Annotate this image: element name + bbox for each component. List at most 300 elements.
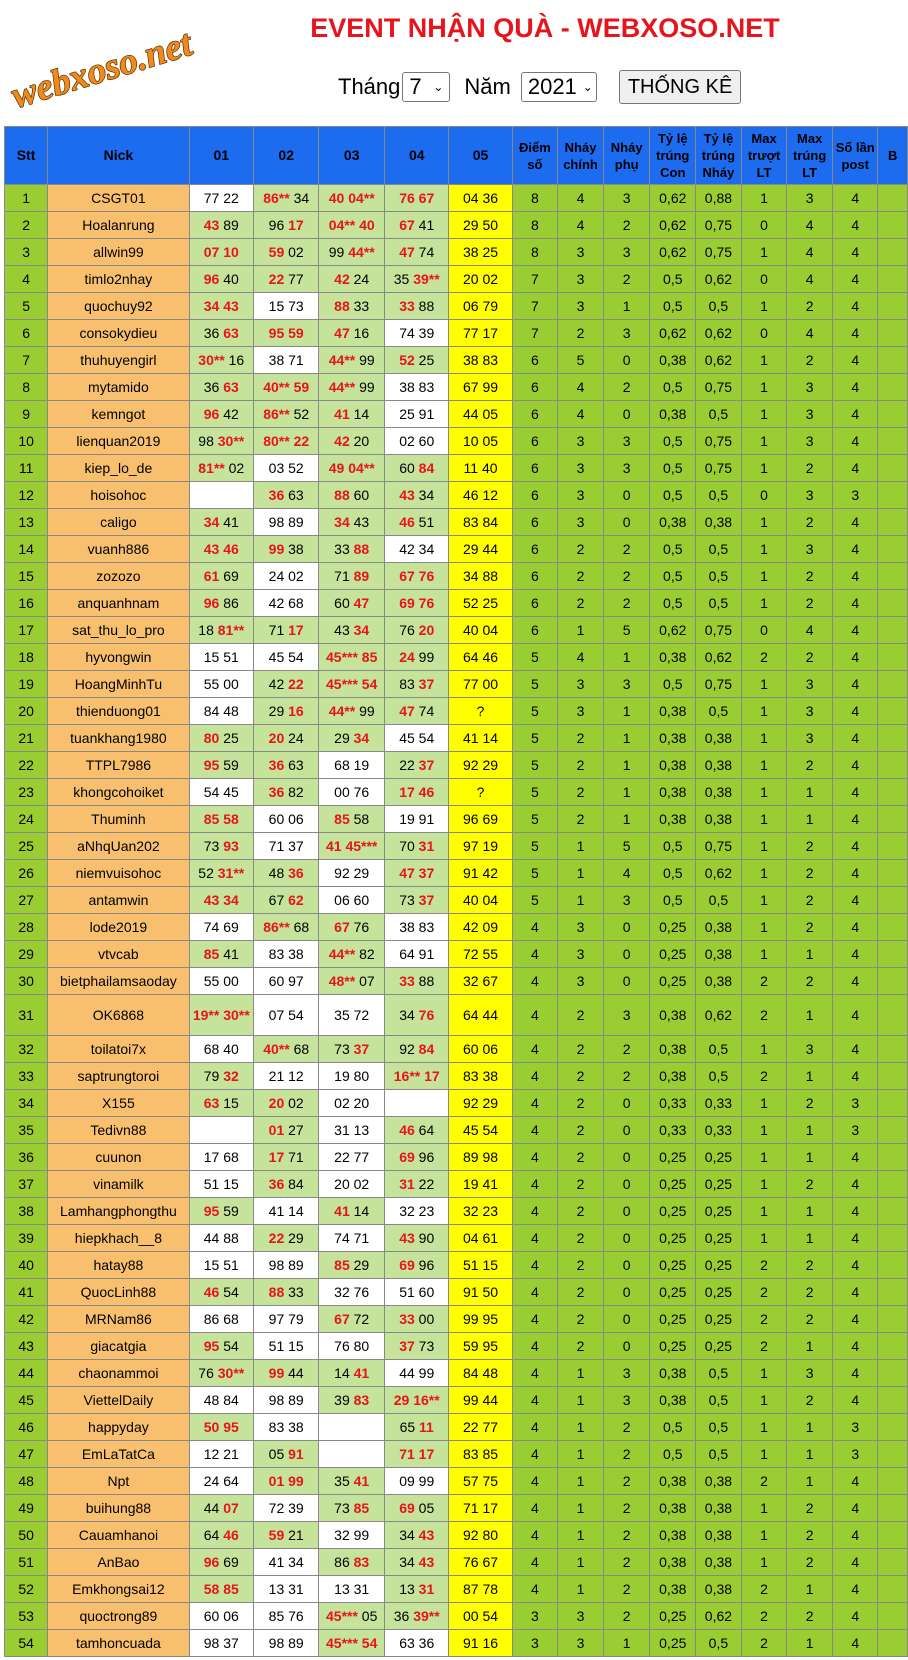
hit-number: 47 [399,703,415,719]
stat-cell: 2 [603,1414,650,1441]
hit-number: 85 [334,811,350,827]
pick-cell-4 [385,617,449,644]
pick-number: 02 [284,244,304,260]
stat-cell: 2 [603,1036,650,1063]
stat-cell: 1 [741,671,787,698]
stat-cell: 2 [787,1252,833,1279]
hit-number: 71 17 [399,1446,435,1462]
pick-cell-2 [253,887,318,914]
pick-cell-5 [449,887,512,914]
stat-cell-extra [878,995,908,1036]
stat-cell: 0,5 [696,401,742,428]
pick-cell-2 [253,617,318,644]
stat-cell: 1 [741,806,787,833]
stat-cell: 8 [512,239,558,266]
pick-cell-2 [253,1441,318,1468]
pick-cell-5 [449,1603,512,1630]
pick-number: 38 25 [463,244,499,260]
column-header: Nháy phụ [603,127,650,185]
pick-number: 99 [355,379,375,395]
pick-cell-5 [449,401,512,428]
pick-number: 21 [284,1527,304,1543]
stat-cell: 4 [603,860,650,887]
stat-cell-extra [878,1171,908,1198]
stat-cell: 0,25 [696,1279,742,1306]
month-label: Tháng [338,74,401,99]
stat-cell: 6 [512,455,558,482]
stat-cell: 2 [741,1603,787,1630]
pick-number: 02 [284,1095,304,1111]
stat-cell: 4 [832,968,877,995]
year-select[interactable] [521,72,597,102]
stat-cell: 1 [558,1576,604,1603]
stat-cell: 0,38 [696,1495,742,1522]
pick-number: 83 38 [463,1068,499,1084]
row-number: 27 [5,887,48,914]
hit-number: 44** [328,703,356,719]
stat-cell: 4 [832,347,877,374]
pick-number: 38 83 [399,379,435,395]
pick-number: 91 50 [463,1284,499,1300]
pick-cell-4 [385,401,449,428]
stat-cell: 0,25 [650,1198,696,1225]
pick-cell-4 [385,1063,449,1090]
stat-cell: 5 [512,698,558,725]
pick-cell-4 [385,320,449,347]
stat-cell: 1 [558,1360,604,1387]
stat-cell: 2 [558,806,604,833]
pick-number: 92 29 [463,757,499,773]
pick-cell-4 [385,428,449,455]
hit-number: 95 59 [268,325,304,341]
pick-number: 29 [334,730,354,746]
pick-number: 32 23 [399,1203,435,1219]
pick-cell-2 [253,779,318,806]
pick-cell-1 [189,725,253,752]
stat-cell: 4 [512,1144,558,1171]
nick-name: chaonammoi [48,1360,189,1387]
table-row [5,914,908,941]
table-row [5,752,908,779]
stat-cell: 2 [741,1063,787,1090]
pick-number: 19 80 [334,1068,370,1084]
pick-cell-5 [449,671,512,698]
hit-number: 88 [353,541,370,557]
stat-cell: 0,38 [696,752,742,779]
pick-cell-1 [189,1171,253,1198]
stat-cell: 0,38 [650,725,696,752]
stat-cell: 2 [787,752,833,779]
stat-cell: 1 [741,455,787,482]
stat-cell: 3 [603,455,650,482]
stat-cell: 0,38 [650,1036,696,1063]
statistics-button[interactable]: THỐNG KÊ [619,70,741,104]
stat-cell: 2 [741,1468,787,1495]
webxoso-logo[interactable] [0,0,215,120]
pick-cell-4 [385,671,449,698]
pick-cell-5 [449,239,512,266]
stat-cell: 0,62 [650,617,696,644]
pick-cell-1 [189,347,253,374]
pick-number: 24 [349,271,370,287]
stat-cell: 5 [512,833,558,860]
pick-number: 91 42 [463,865,499,881]
hit-number: 95 [203,1338,220,1354]
row-number: 14 [5,536,48,563]
pick-cell-5 [449,725,512,752]
hit-number: 86** [263,190,290,206]
table-row [5,1036,908,1063]
column-header: 05 [449,127,512,185]
stat-cell: 2 [787,833,833,860]
pick-cell-3 [319,320,385,347]
pick-number: 63 [284,487,304,503]
stat-cell: 0,38 [650,1387,696,1414]
year-label: Năm [464,74,511,99]
pick-cell-4 [385,347,449,374]
pick-cell-5 [449,1441,512,1468]
stat-cell-extra [878,536,908,563]
pick-cell-2 [253,671,318,698]
pick-cell-1 [189,887,253,914]
hit-number: 17 [288,217,304,233]
pick-cell-1 [189,1333,253,1360]
row-number: 39 [5,1225,48,1252]
stat-cell: 0 [603,1333,650,1360]
stat-cell: 0 [603,347,650,374]
results-table [4,126,908,1657]
pick-cell-4 [385,806,449,833]
column-header: Nick [48,127,189,185]
stat-cell: 0,38 [650,995,696,1036]
nick-name: Hoalanrung [48,212,189,239]
hit-number: 47 [353,595,370,611]
pick-number: 68 [289,919,310,935]
pick-cell-3 [319,1333,385,1360]
stat-cell: 1 [787,941,833,968]
pick-number: 05 [268,1446,289,1462]
stat-cell-extra [878,347,908,374]
stat-cell: 3 [787,725,833,752]
stat-cell-extra [878,914,908,941]
stat-cell: 2 [741,1306,787,1333]
pick-number: 72 55 [463,946,499,962]
pick-cell-5 [449,698,512,725]
row-number: 22 [5,752,48,779]
stat-cell: 1 [558,1441,604,1468]
pick-cell-4 [385,1603,449,1630]
pick-number: 17 68 [203,1149,239,1165]
stat-cell: 4 [512,941,558,968]
stat-cell: 0,5 [650,266,696,293]
stat-cell: 2 [558,563,604,590]
stat-cell: 4 [787,266,833,293]
pick-cell-2 [253,1333,318,1360]
stat-cell: 3 [558,266,604,293]
pick-number: 63 [284,757,304,773]
stat-cell: 0,38 [650,1468,696,1495]
hit-number: 50 95 [203,1419,239,1435]
pick-cell-3 [319,1468,385,1495]
stat-cell: 2 [558,1333,604,1360]
pick-cell-2 [253,1306,318,1333]
table-row [5,239,908,266]
stat-cell: 0,38 [696,1468,742,1495]
stat-cell: 0,38 [650,1360,696,1387]
column-header: 03 [319,127,385,185]
nick-name: hoisohoc [48,482,189,509]
pick-cell-5 [449,374,512,401]
stat-cell: 0,62 [696,860,742,887]
pick-cell-5 [449,482,512,509]
stat-cell: 1 [741,1441,787,1468]
stat-cell: 0 [603,1252,650,1279]
pick-number: 52 [198,865,218,881]
pick-cell-1 [189,374,253,401]
hit-number: 96 [203,595,220,611]
stat-cell: 0,38 [696,725,742,752]
stat-cell-extra [878,1144,908,1171]
pick-cell-4 [385,1252,449,1279]
stat-cell-extra [878,374,908,401]
nick-name: Emkhongsai12 [48,1576,189,1603]
pick-cell-1 [189,995,253,1036]
stat-cell: 2 [603,374,650,401]
stat-cell: 0,62 [696,644,742,671]
stat-cell: 4 [832,428,877,455]
hit-number: 37 [353,1041,370,1057]
pick-cell-3 [319,590,385,617]
stat-cell: 0 [741,482,787,509]
pick-cell-2 [253,293,318,320]
stat-cell: 0,25 [696,1306,742,1333]
hit-number: 48** [328,973,356,989]
stat-cell: 4 [832,617,877,644]
pick-cell-2 [253,320,318,347]
stat-cell: 0,5 [650,428,696,455]
row-number: 42 [5,1306,48,1333]
stat-cell: 4 [832,833,877,860]
hit-number: 95 [203,1203,220,1219]
stat-cell: 0,38 [696,968,742,995]
hit-number: 19** 30** [192,1006,250,1023]
row-number: 31 [5,995,48,1036]
hit-number: 40** [263,1041,290,1057]
table-row [5,563,908,590]
pick-number: 29 44 [463,541,499,557]
table-header-row [5,127,908,185]
nick-name: OK6868 [48,995,189,1036]
pick-number: 96 [414,1257,435,1273]
pick-number: 72 [349,1311,370,1327]
stat-cell: 1 [558,887,604,914]
stat-cell: 1 [603,293,650,320]
hit-number: 88 [334,298,350,314]
pick-number: 68 [289,1041,310,1057]
stat-cell: 4 [512,1171,558,1198]
pick-cell-4 [385,563,449,590]
pick-cell-3 [319,914,385,941]
table-row [5,698,908,725]
pick-number: ? [476,703,485,719]
pick-number: 32 23 [463,1203,499,1219]
stat-cell: 0 [603,914,650,941]
stat-cell: 0,38 [696,1522,742,1549]
stat-cell-extra [878,590,908,617]
table-row [5,1198,908,1225]
stat-cell: 1 [741,509,787,536]
stat-cell: 1 [603,752,650,779]
stat-cell: 3 [558,1603,604,1630]
hit-number: 81** [198,460,225,476]
pick-cell-4 [385,752,449,779]
hit-number: 46 [223,1527,239,1543]
row-number: 36 [5,1144,48,1171]
pick-cell-5 [449,833,512,860]
pick-number: 10 05 [463,433,499,449]
pick-number: 64 [203,1527,224,1543]
stat-cell: 4 [558,185,604,212]
pick-cell-3 [319,1306,385,1333]
hit-number: 43 34 [203,892,239,908]
pick-cell-5 [449,1414,512,1441]
hit-number: 76 67 [399,190,435,206]
stat-cell: 0,38 [650,509,696,536]
pick-cell-2 [253,1522,318,1549]
stat-cell: 5 [558,347,604,374]
stat-cell: 0,38 [650,779,696,806]
stat-cell: 0 [603,941,650,968]
pick-number: 98 89 [268,1392,304,1408]
table-row [5,1333,908,1360]
hit-number: 41 [353,1473,370,1489]
stat-cell: 2 [558,725,604,752]
pick-number: 38 83 [399,919,435,935]
stat-cell: 1 [741,725,787,752]
column-header: Điểm số [512,127,558,185]
nick-name: X155 [48,1090,189,1117]
pick-number: 57 75 [463,1473,499,1489]
table-row [5,320,908,347]
stat-cell: 0 [603,1117,650,1144]
pick-cell-1 [189,1252,253,1279]
pick-cell-3 [319,1387,385,1414]
row-number: 10 [5,428,48,455]
hit-number: 33 [399,1311,415,1327]
pick-number: 41 [219,946,239,962]
pick-number: 70 [399,838,419,854]
month-select[interactable] [402,72,450,102]
hit-number: 20 [268,730,285,746]
pick-number: 29 [284,1230,304,1246]
pick-number: 84 48 [463,1365,499,1381]
row-number: 1 [5,185,48,212]
pick-number: 35 [334,1473,354,1489]
stat-cell: 3 [787,482,833,509]
row-number: 17 [5,617,48,644]
hit-number: 31 [399,1176,415,1192]
hit-number: 41 [334,1203,350,1219]
pick-number: 18 [198,622,218,638]
pick-cell-3 [319,1198,385,1225]
pick-cell-5 [449,1117,512,1144]
stat-cell-extra [878,1252,908,1279]
hit-number: 69 [399,1500,415,1516]
stat-cell: 4 [832,1360,877,1387]
hit-number: 34 [203,514,220,530]
pick-number: 90 [414,1230,435,1246]
pick-number: 79 [203,1068,224,1084]
pick-cell-3 [319,374,385,401]
pick-cell-5 [449,1063,512,1090]
pick-cell-4 [385,887,449,914]
row-number: 19 [5,671,48,698]
pick-cell-3 [319,563,385,590]
pick-number: 25 [414,352,435,368]
hit-number: 39** [413,271,440,287]
stat-cell: 1 [558,833,604,860]
pick-number: 51 [414,514,435,530]
pick-cell-2 [253,563,318,590]
pick-cell-4 [385,779,449,806]
stat-cell: 1 [787,1630,833,1657]
stat-cell: 4 [832,1063,877,1090]
nick-name: khongcohoiket [48,779,189,806]
pick-number: 25 91 [399,406,435,422]
stat-cell: 4 [787,239,833,266]
pick-cell-1 [189,428,253,455]
pick-cell-1 [189,1225,253,1252]
stat-cell-extra [878,1306,908,1333]
pick-cell-4 [385,266,449,293]
pick-cell-3 [319,1603,385,1630]
pick-number: 83 85 [463,1446,499,1462]
pick-number: 20 02 [334,1176,370,1192]
stat-cell: 4 [512,1090,558,1117]
pick-cell-1 [189,185,253,212]
chevron-down-icon: ⌄ [582,80,593,94]
nick-name: niemvuisohoc [48,860,189,887]
nick-name: timlo2nhay [48,266,189,293]
stat-cell: 4 [832,293,877,320]
pick-number: 19 41 [463,1176,499,1192]
stat-cell: 4 [832,671,877,698]
stat-cell: 0 [603,1144,650,1171]
stat-cell: 3 [832,1117,877,1144]
stat-cell: 4 [558,374,604,401]
stat-cell: 4 [832,536,877,563]
stat-cell-extra [878,1468,908,1495]
stat-cell: 2 [741,1333,787,1360]
table-row [5,347,908,374]
stat-cell: 2 [558,536,604,563]
nick-name: hyvongwin [48,644,189,671]
stat-cell-extra [878,1522,908,1549]
hit-number: 99 [268,1365,285,1381]
stat-cell: 1 [741,833,787,860]
pick-cell-5 [449,563,512,590]
pick-cell-1 [189,1117,253,1144]
pick-cell-3 [319,1495,385,1522]
stat-cell: 4 [832,914,877,941]
pick-cell-1 [189,401,253,428]
hit-number: 11 [419,1419,434,1435]
pick-number: 83 38 [268,1419,304,1435]
pick-number: 51 15 [268,1338,304,1354]
stat-cell: 4 [512,1387,558,1414]
stat-cell-extra [878,293,908,320]
pick-number: 43 [334,622,354,638]
